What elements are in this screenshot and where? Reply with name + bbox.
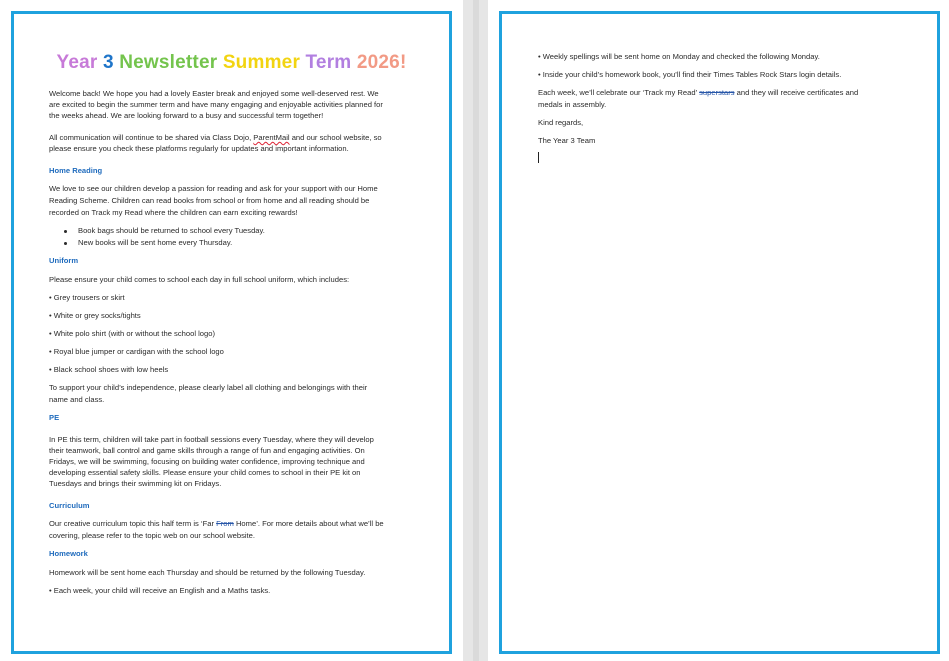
reading-bullet-1 [64,225,265,236]
title-word-3: 3 [102,52,114,73]
uniform-item-1: • Grey trousers or skirt [49,293,125,302]
uniform-line-1: To support your child’s independence, please clearly label all clothing and belongings with their [49,383,368,392]
communication-text-c: and our school website, so [289,133,382,142]
title-word-year-number: 2026! [356,52,407,73]
signoff: The Year 3 Team [538,136,596,145]
pe-line-2: their teamwork, ball control and game skills through a range of fun and engaging activities. On [49,446,365,455]
pe-line-1: In PE this term, children will take part in football sessions every Tuesday, where they will develop [49,435,374,444]
superstars-flagged-word[interactable]: superstars [699,88,735,97]
homework-bullet-2: • Weekly spellings will be sent home on Monday and checked the following Monday. [538,52,820,61]
bullet-dot-icon [64,230,67,233]
text-cursor [538,152,539,163]
page-gap-divider [473,0,479,661]
uniform-item-4: • Royal blue jumper or cardigan with the school logo [49,347,224,356]
celebrate-line-1 [538,87,858,98]
intro-line-1: Welcome back! We hope you had a lovely Easter break and enjoyed some well-deserved rest. We [49,89,379,98]
bullet-dot-icon [64,242,67,245]
homework-bullet-1: • Each week, your child will receive an English and a Maths tasks. [49,586,271,595]
curriculum-text-a: Our creative curriculum topic this half term is ‘Far [49,519,217,528]
document-page-1[interactable] [0,0,463,661]
celebrate-line-2: medals in assembly. [538,100,607,109]
uniform-item-3: • White polo shirt (with or without the school logo) [49,329,215,338]
uniform-intro: Please ensure your child comes to school each day in full school uniform, which includes: [49,275,350,284]
title-word-year: Year [56,52,98,73]
heading-uniform: Uniform [49,256,79,265]
communication-text-a: All communication will continue to be shared via Class Dojo, [49,133,254,142]
reading-line-2: Reading Scheme. Children can read books from school or from home and all reading should be [49,196,370,205]
heading-curriculum: Curriculum [49,501,90,510]
reading-line-3: recorded on Track my Read where the children can earn exciting rewards! [49,208,298,217]
homework-line-1: Homework will be sent home each Thursday and should be returned by the following Tuesday. [49,568,366,577]
newsletter-title [0,52,463,74]
celebrate-text-c: and they will receive certificates and [734,88,859,97]
curriculum-text-c: Home’. For more details about what we’ll be [233,519,384,528]
uniform-item-5: • Black school shoes with low heels [49,365,169,374]
intro-line-3: the weeks ahead. We are looking forward to a busy and successful term together! [49,111,324,120]
reading-bullet-2-text: New books will be sent home every Thursday. [78,238,233,247]
reading-bullet-1-text: Book bags should be returned to school every Tuesday. [78,226,265,235]
document-page-2[interactable] [488,0,949,661]
reading-bullet-2 [64,237,232,248]
celebrate-text-a: Each week, we’ll celebrate our ‘Track my Read’ [538,88,700,97]
heading-home-reading: Home Reading [49,166,103,175]
title-word-newsletter: Newsletter [119,52,218,73]
uniform-line-2: name and class. [49,395,105,404]
parentmail-misspelled[interactable]: ParentMail [253,133,290,142]
communication-line-2: please ensure you check these platforms regularly for updates and important information. [49,144,349,153]
uniform-item-2: • White or grey socks/tights [49,311,141,320]
pe-line-4: developing essential safety skills. Please ensure your child comes to school in their PE kit on [49,468,361,477]
curriculum-flagged-word[interactable]: From [216,519,234,528]
curriculum-line-2: covering, please refer to the topic web on our school website. [49,531,255,540]
intro-line-2: are excited to begin the summer term and have many engaging and enjoyable activities planned for [49,100,383,109]
kind-regards: Kind regards, [538,118,584,127]
reading-line-1: We love to see our children develop a passion for reading and ask for your support with our Home [49,184,378,193]
heading-pe: PE [49,413,60,422]
title-word-term: Term [305,52,352,73]
pe-line-3: Fridays, we will be swimming, focusing on building water confidence, improving technique and [49,457,365,466]
communication-line-1 [49,132,382,143]
curriculum-line-1 [49,518,384,529]
pe-line-5: Tuesdays and brings their swimming kit on Fridays. [49,479,222,488]
homework-bullet-3: • Inside your child’s homework book, you’ll find their Times Tables Rock Stars login details. [538,70,842,79]
title-word-summer: Summer [222,52,301,73]
heading-homework: Homework [49,549,88,558]
